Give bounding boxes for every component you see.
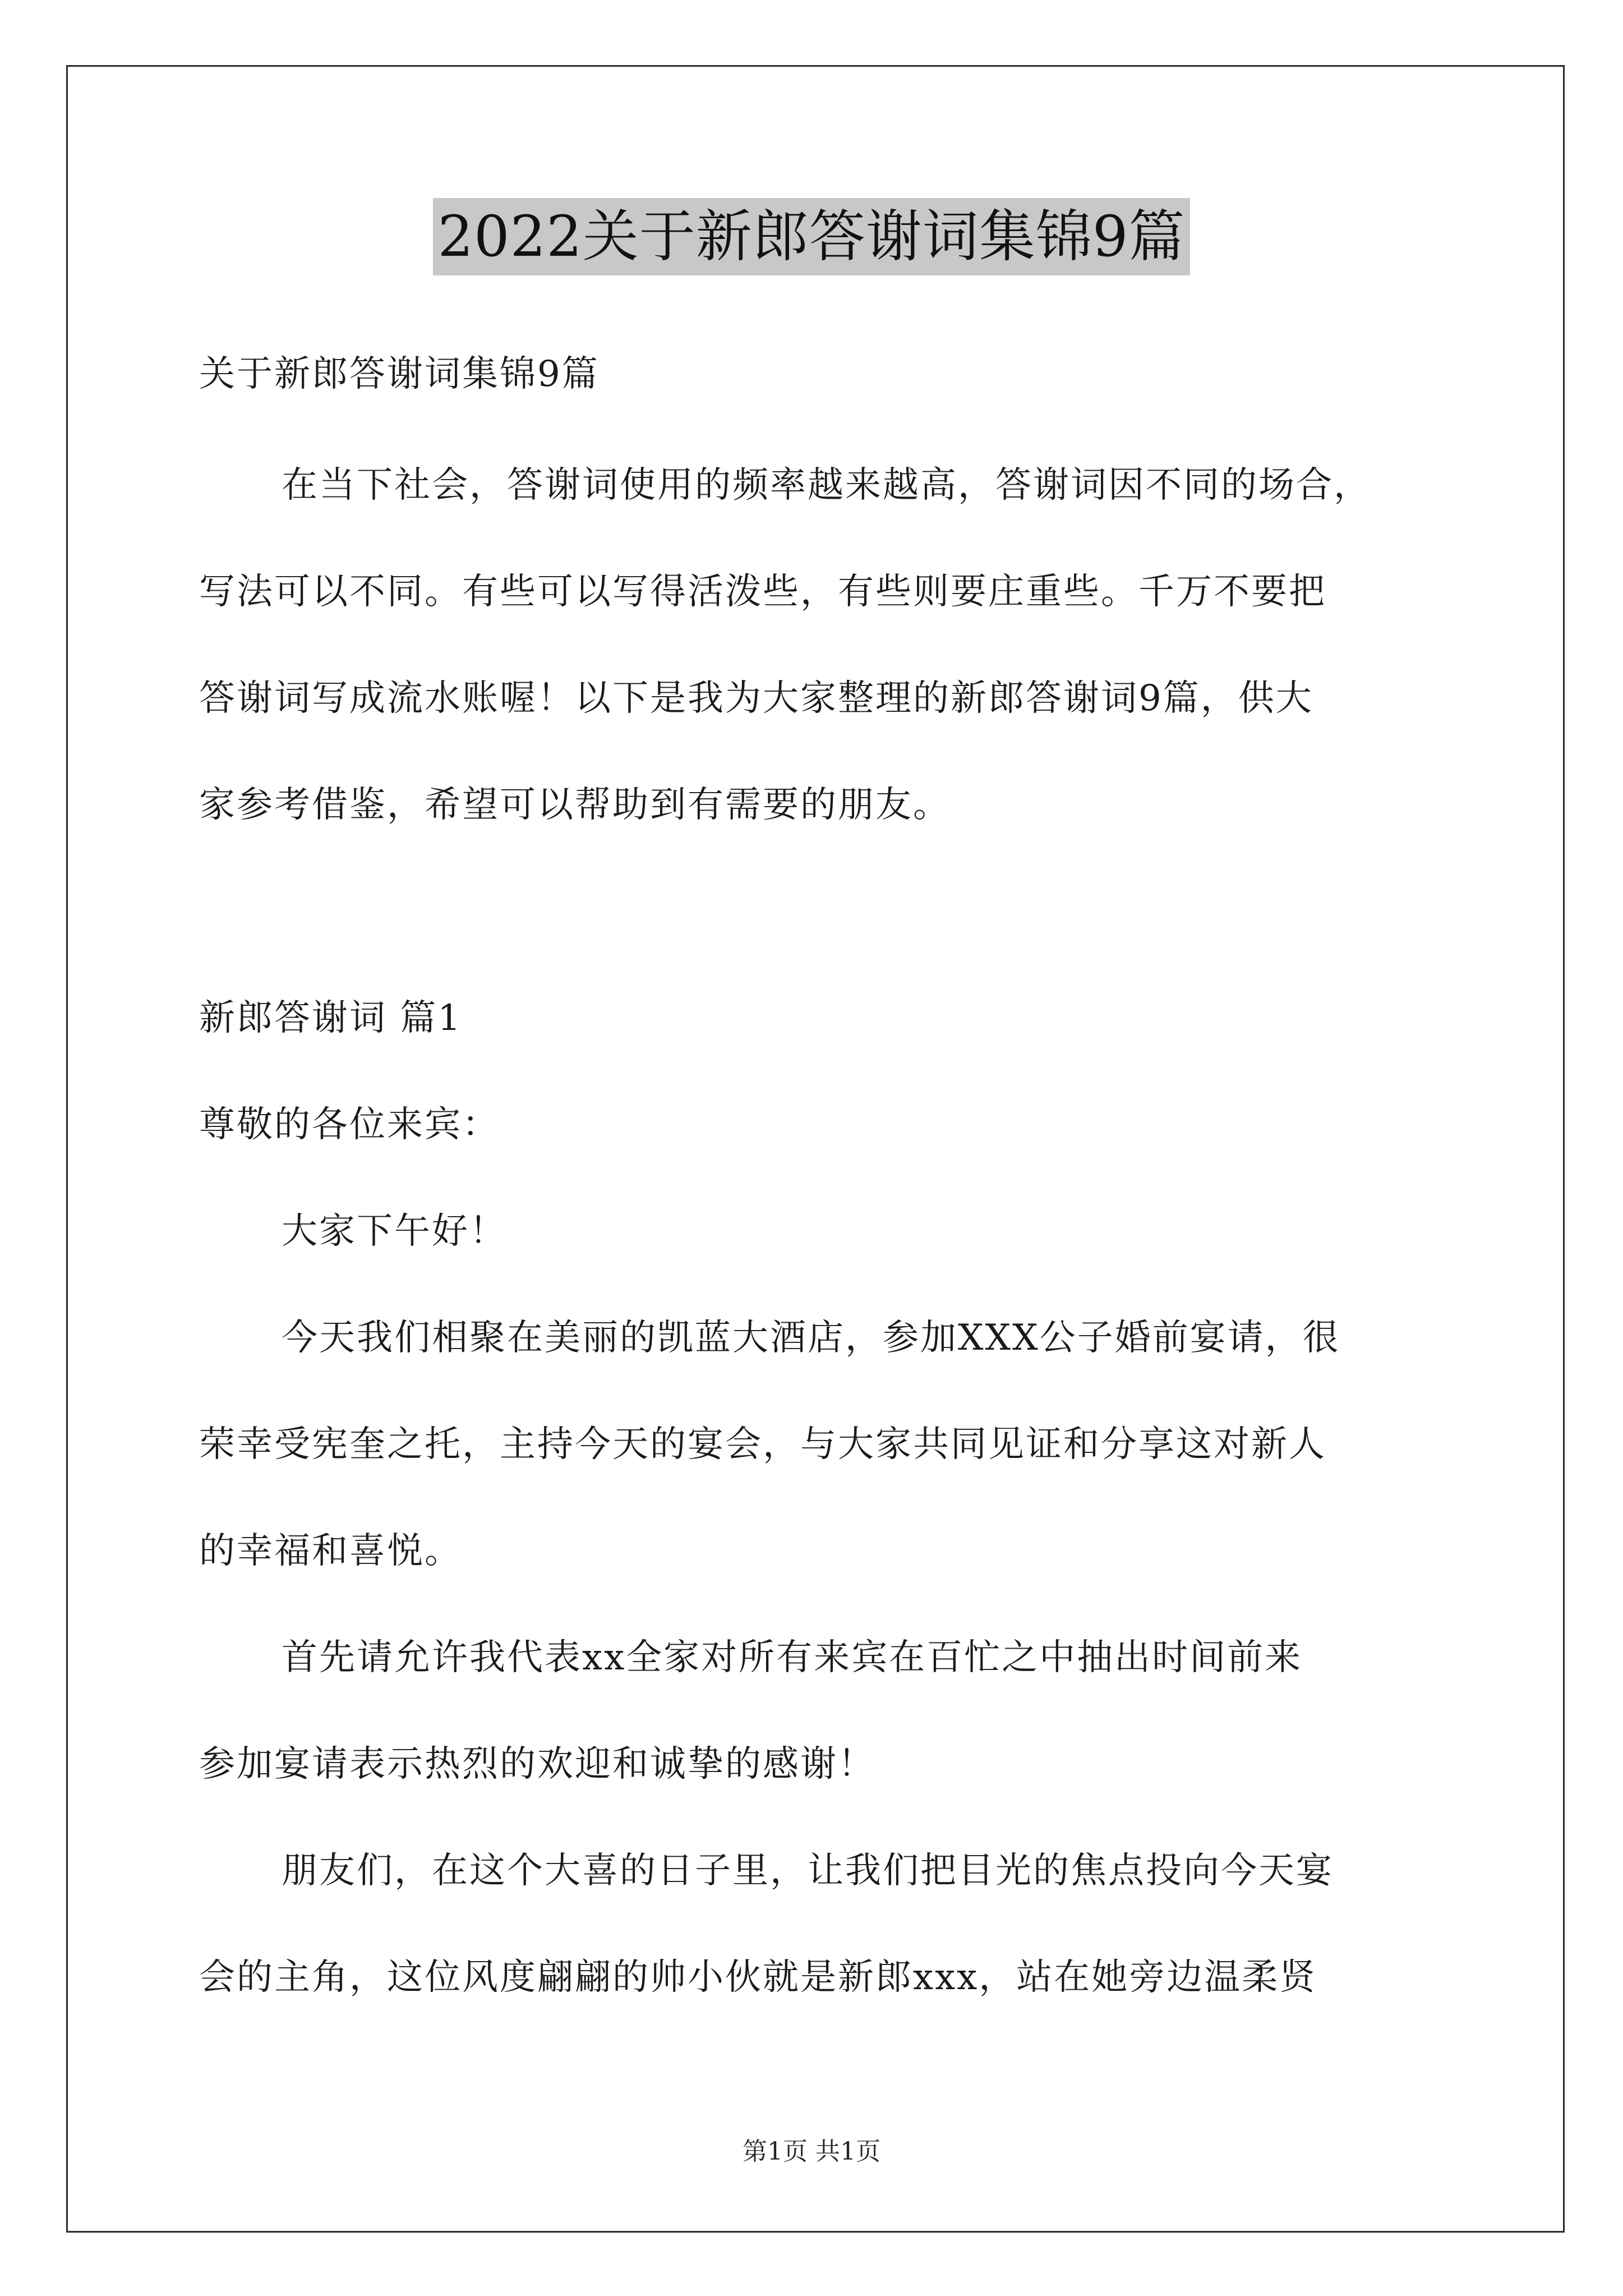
paragraph-3-line-2: 会的主角，这位风度翩翩的帅小伙就是新郎xxx，站在她旁边温柔贤	[199, 1957, 1317, 1998]
paragraph-3-line-1: 朋友们，在这个大喜的日子里，让我们把目光的焦点投向今天宴	[282, 1850, 1334, 1892]
title-container	[0, 198, 1623, 275]
paragraph-2-line-2: 参加宴请表示热烈的欢迎和诚挚的感谢！	[199, 1743, 875, 1785]
intro-line-4: 家参考借鉴，希望可以帮助到有需要的朋友。	[199, 784, 951, 826]
paragraph-1-line-2: 荣幸受宪奎之托，主持今天的宴会，与大家共同见证和分享这对新人	[199, 1424, 1326, 1465]
intro-line-1: 在当下社会，答谢词使用的频率越来越高，答谢词因不同的场合，	[282, 464, 1371, 506]
page-footer: 第1页 共1页	[743, 2137, 880, 2166]
intro-line-3: 答谢词写成流水账喔！以下是我为大家整理的新郎答谢词9篇，供大	[199, 678, 1313, 719]
document-title: 2022关于新郎答谢词集锦9篇	[433, 198, 1189, 275]
greeting: 大家下午好！	[282, 1211, 507, 1252]
paragraph-1-line-3: 的幸福和喜悦。	[199, 1530, 462, 1572]
section-heading: 新郎答谢词 篇1	[199, 997, 463, 1039]
intro-line-2: 写法可以不同。有些可以写得活泼些，有些则要庄重些。千万不要把	[199, 571, 1326, 613]
salutation: 尊敬的各位来宾：	[199, 1104, 500, 1145]
paragraph-2-line-1: 首先请允许我代表xx全家对所有来宾在百忙之中抽出时间前来	[282, 1637, 1303, 1678]
paragraph-1-line-1: 今天我们相聚在美丽的凯蓝大酒店，参加XXX公子婚前宴请，很	[282, 1317, 1340, 1359]
document-subtitle: 关于新郎答谢词集锦9篇	[199, 353, 600, 395]
